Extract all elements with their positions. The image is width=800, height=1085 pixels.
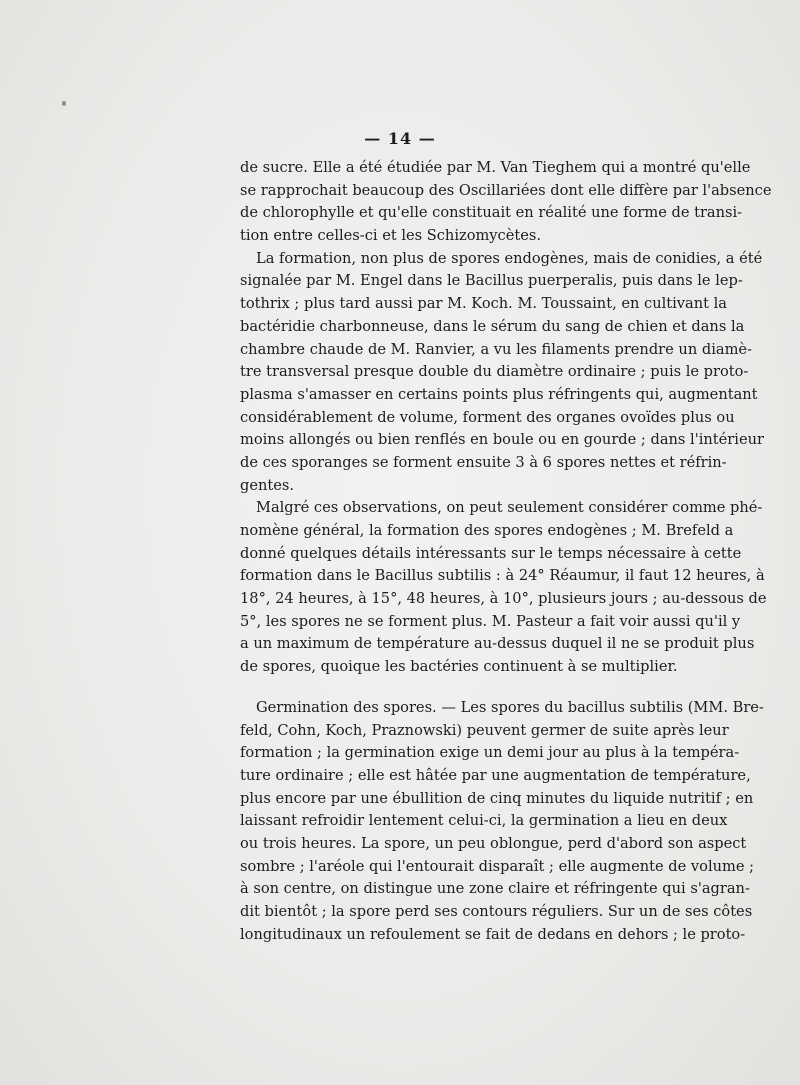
text-line: 5°, les spores ne se forment plus. M. Pasteur a fait voir aussi qu'il y [240, 612, 741, 630]
paragraph-3 [240, 497, 767, 679]
paragraph-1 [240, 157, 772, 248]
text-line: bactéridie charbonneuse, dans le sérum du sang de chien et dans la [240, 317, 745, 335]
text-line: tre transversal presque double du diamètre ordinaire ; puis le proto- [240, 363, 749, 381]
text-line: de chlorophylle et qu'elle constituait en réalité une forme de transi- [240, 204, 743, 222]
text-line: plus encore par une ébullition de cinq minutes du liquide nutritif ; en [240, 789, 754, 807]
text-line: signalée par M. Engel dans le Bacillus puerperalis, puis dans le lep- [240, 272, 743, 290]
text-line: de sucre. Elle a été étudiée par M. Van Tieghem qui a montré qu'elle [240, 159, 751, 176]
text-line: de spores, quoique les bactéries continuent à se multiplier. [240, 658, 678, 676]
text-line: formation ; la germination exige un demi jour au plus à la tempéra- [240, 744, 740, 762]
text-line: chambre chaude de M. Ranvier, a vu les filaments prendre un diamè- [240, 340, 752, 358]
paragraph-2 [240, 248, 764, 498]
text-line: considérablement de volume, forment des organes ovoïdes plus ou [240, 408, 735, 426]
paragraph-4 [240, 697, 764, 947]
text-line: gentes. [240, 476, 295, 494]
ink-speck [62, 101, 66, 106]
text-line: se rapprochait beaucoup des Oscillariées dont elle diffère par l'absence [240, 181, 772, 199]
text-line: Germination des spores. — Les spores du bacillus subtilis (MM. Bre- [256, 698, 764, 716]
text-line: dit bientôt ; la spore perd ses contours réguliers. Sur un de ses côtes [240, 903, 753, 920]
text-line: plasma s'amasser en certains points plus réfringents qui, augmentant [240, 385, 758, 403]
text-line: sombre ; l'aréole qui l'entourait disparaît ; elle augmente de volume ; [240, 857, 755, 875]
text-line: nomène général, la formation des spores endogènes ; M. Brefeld a [240, 522, 734, 539]
text-line: tion entre celles-ci et les Schizomycètes. [240, 227, 541, 245]
text-line: moins allongés ou bien renflés en boule ou en gourde ; dans l'intérieur [240, 431, 764, 449]
text-line: ture ordinaire ; elle est hâtée par une augmentation de température, [240, 766, 751, 784]
body-text [240, 157, 772, 946]
page-number: — 14 — [364, 129, 436, 148]
text-line: formation dans le Bacillus subtilis : à 24° Réaumur, il faut 12 heures, à [240, 567, 765, 585]
text-line: Malgré ces observations, on peut seulement considérer comme phé- [256, 499, 763, 517]
text-line: donné quelques détails intéressants sur le temps nécessaire à cette [240, 544, 742, 562]
text-line: tothrix ; plus tard aussi par M. Koch. M. Toussaint, en cultivant la [240, 295, 728, 313]
text-line: 18°, 24 heures, à 15°, 48 heures, à 10°, plusieurs jours ; au-dessous de [240, 590, 767, 608]
text-line: feld, Cohn, Koch, Praznowski) peuvent germer de suite après leur [240, 721, 729, 739]
text-line: longitudinaux un refoulement se fait de dedans en dehors ; le proto- [240, 925, 746, 943]
text-line: ou trois heures. La spore, un peu oblongue, perd d'abord son aspect [240, 834, 747, 852]
text-line: a un maximum de température au-dessus duquel il ne se produit plus [240, 635, 755, 653]
text-line: de ces sporanges se forment ensuite 3 à 6 spores nettes et réfrin- [240, 453, 727, 471]
text-line: laissant refroidir lentement celui-ci, la germination a lieu en deux [240, 812, 728, 830]
text-line: à son centre, on distingue une zone claire et réfringente qui s'agran- [240, 880, 750, 898]
text-line: La formation, non plus de spores endogènes, mais de conidies, a été [256, 249, 763, 267]
